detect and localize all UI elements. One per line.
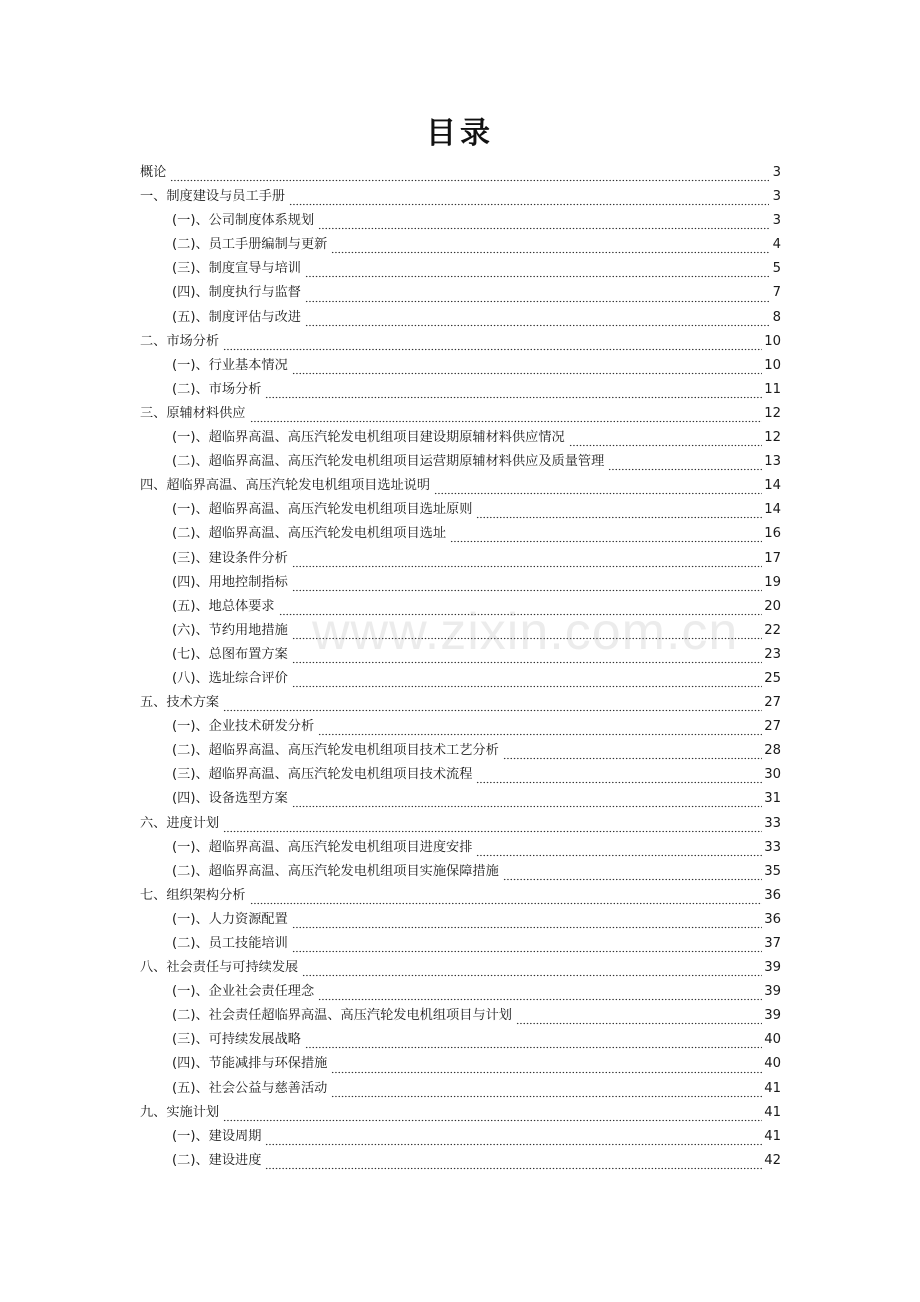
- toc-dot-leader: [223, 823, 762, 833]
- toc-page-number: 39: [764, 960, 781, 976]
- toc-subentry[interactable]: [140, 860, 781, 884]
- toc-page-number: 10: [764, 357, 781, 373]
- toc-page-number: 16: [764, 526, 781, 542]
- toc-dot-leader: [302, 967, 762, 977]
- toc-subentry[interactable]: [140, 715, 781, 739]
- toc-subentry[interactable]: [140, 667, 781, 691]
- toc-entry-text: (七)、总图布置方案: [172, 646, 288, 662]
- toc-subentry[interactable]: [140, 257, 781, 281]
- toc-dot-leader: [292, 582, 762, 592]
- toc-entry-text: (二)、建设进度: [172, 1152, 262, 1168]
- toc-dot-leader: [608, 461, 762, 471]
- toc-page-number: 33: [764, 839, 781, 855]
- toc-page-number: 30: [764, 767, 781, 783]
- toc-dot-leader: [318, 726, 762, 736]
- toc-subentry[interactable]: [140, 763, 781, 787]
- toc-page-number: 10: [764, 333, 781, 349]
- toc-subentry[interactable]: [140, 450, 781, 474]
- toc-entry-text: 三、原辅材料供应: [140, 405, 246, 421]
- toc-page-number: 33: [764, 815, 781, 831]
- toc-subentry[interactable]: [140, 1077, 781, 1101]
- toc-dot-leader: [292, 558, 762, 568]
- toc-dot-leader: [450, 533, 762, 543]
- toc-dot-leader: [305, 317, 769, 327]
- toc-page-number: 5: [772, 261, 781, 277]
- toc-entry[interactable]: [140, 884, 781, 908]
- toc-entry-text: (三)、超临界高温、高压汽轮发电机组项目技术流程: [172, 767, 473, 783]
- toc-entry[interactable]: [140, 1101, 781, 1125]
- toc-dot-leader: [289, 196, 769, 206]
- toc-page-number: 31: [764, 791, 781, 807]
- toc-dot-leader: [434, 485, 762, 495]
- toc-page-number: 37: [764, 936, 781, 951]
- toc-entry-text: (四)、节能减排与环保措施: [172, 1056, 328, 1072]
- toc-dot-leader: [331, 1064, 762, 1074]
- toc-subentry[interactable]: [140, 571, 781, 595]
- toc-page-number: 35: [764, 863, 781, 879]
- toc-entry-text: 八、社会责任与可持续发展: [140, 960, 299, 976]
- toc-dot-leader: [503, 871, 762, 881]
- toc-dot-leader: [292, 630, 762, 640]
- toc-entry-text: 二、市场分析: [140, 333, 220, 349]
- toc-dot-leader: [318, 991, 762, 1001]
- toc-page-number: 3: [772, 189, 781, 205]
- toc-entry-text: 九、实施计划: [140, 1104, 220, 1120]
- toc-dot-leader: [170, 172, 769, 182]
- toc-page-number: 40: [764, 1056, 781, 1072]
- toc-dot-leader: [305, 293, 769, 303]
- toc-subentry[interactable]: [140, 1149, 781, 1173]
- toc-page-number: 36: [764, 911, 781, 927]
- toc-entry-text: (二)、超临界高温、高压汽轮发电机组项目选址: [172, 526, 447, 542]
- toc-page-number: 20: [764, 598, 781, 614]
- toc-entry-text: (一)、超临界高温、高压汽轮发电机组项目进度安排: [172, 839, 473, 855]
- toc-subentry[interactable]: [140, 908, 781, 932]
- toc-entry[interactable]: [140, 185, 781, 209]
- toc-page-number: 14: [764, 502, 781, 518]
- toc-entry-text: (八)、选址综合评价: [172, 670, 288, 686]
- toc-subentry[interactable]: [140, 595, 781, 619]
- toc-page-number: 39: [764, 1008, 781, 1024]
- toc-entry-text: (五)、地总体要求: [172, 598, 275, 614]
- toc-dot-leader: [305, 268, 769, 278]
- toc-entry-text: (三)、制度宣导与培训: [172, 261, 301, 277]
- toc-dot-leader: [265, 1136, 762, 1146]
- toc-dot-leader: [250, 413, 763, 423]
- toc-dot-leader: [292, 798, 762, 808]
- toc-page-number: 41: [764, 1104, 781, 1120]
- toc-entry-text: (一)、超临界高温、高压汽轮发电机组项目选址原则: [172, 502, 473, 518]
- toc-entry-text: (六)、节约用地措施: [172, 622, 288, 638]
- toc-dot-leader: [292, 365, 762, 375]
- toc-dot-leader: [265, 389, 762, 399]
- toc-dot-leader: [331, 244, 769, 254]
- toc-subentry[interactable]: [140, 547, 781, 571]
- toc-dot-leader: [331, 1088, 762, 1098]
- toc-entry-text: (五)、社会公益与慈善活动: [172, 1080, 328, 1096]
- toc-entry-text: (三)、可持续发展战略: [172, 1032, 301, 1048]
- toc-subentry[interactable]: [140, 354, 781, 378]
- toc-page-number: 8: [772, 309, 781, 325]
- toc-entry-text: 五、技术方案: [140, 695, 220, 711]
- toc-page-number: 19: [764, 574, 781, 590]
- toc-subentry[interactable]: [140, 643, 781, 667]
- toc-dot-leader: [292, 943, 762, 953]
- toc-page-number: 3: [772, 165, 781, 180]
- toc-entry[interactable]: [140, 161, 781, 185]
- toc-entry-text: (五)、制度评估与改进: [172, 309, 301, 325]
- toc-dot-leader: [292, 919, 762, 929]
- toc-page-number: 12: [764, 405, 781, 421]
- toc-entry[interactable]: [140, 812, 781, 836]
- toc-page-number: 17: [764, 550, 781, 566]
- toc-entry-text: 一、制度建设与员工手册: [140, 189, 286, 205]
- toc-dot-leader: [223, 1112, 762, 1122]
- toc-subentry[interactable]: [140, 1004, 781, 1028]
- toc-page-number: 13: [764, 454, 781, 470]
- toc-entry-text: (一)、行业基本情况: [172, 357, 288, 373]
- toc-dot-leader: [223, 341, 762, 351]
- toc-page-number: 14: [764, 478, 781, 494]
- toc-entry-text: (三)、建设条件分析: [172, 550, 288, 566]
- toc-dot-leader: [476, 509, 762, 519]
- toc-entry-text: (二)、社会责任超临界高温、高压汽轮发电机组项目与计划: [172, 1008, 512, 1024]
- toc-entry-text: (二)、员工技能培训: [172, 936, 288, 951]
- toc-subentry[interactable]: [140, 980, 781, 1004]
- toc-entry[interactable]: [140, 402, 781, 426]
- toc-entry-text: (四)、制度执行与监督: [172, 285, 301, 301]
- toc-subentry[interactable]: [140, 378, 781, 402]
- toc-dot-leader: [279, 606, 763, 616]
- toc-entry[interactable]: [140, 474, 781, 498]
- toc-entry-text: (四)、用地控制指标: [172, 574, 288, 590]
- toc-entry-text: (一)、建设周期: [172, 1128, 262, 1144]
- toc-page-number: 3: [772, 213, 781, 229]
- toc-subentry[interactable]: [140, 281, 781, 305]
- toc-entry-text: (一)、企业技术研发分析: [172, 719, 315, 735]
- toc-subentry[interactable]: [140, 619, 781, 643]
- toc-list: [140, 161, 781, 1173]
- toc-subentry[interactable]: [140, 932, 781, 956]
- toc-subentry[interactable]: [140, 739, 781, 763]
- toc-page-number: 41: [764, 1128, 781, 1144]
- toc-subentry[interactable]: [140, 233, 781, 257]
- toc-dot-leader: [503, 750, 762, 760]
- toc-dot-leader: [476, 774, 762, 784]
- toc-entry-text: (二)、超临界高温、高压汽轮发电机组项目运营期原辅材料供应及质量管理: [172, 454, 605, 470]
- toc-page-number: 41: [764, 1080, 781, 1096]
- toc-dot-leader: [516, 1015, 762, 1025]
- toc-subentry[interactable]: [140, 209, 781, 233]
- toc-page-number: 28: [764, 743, 781, 759]
- toc-subentry[interactable]: [140, 1125, 781, 1149]
- toc-page-number: 7: [772, 285, 781, 301]
- toc-entry[interactable]: [140, 330, 781, 354]
- toc-page-number: 23: [764, 646, 781, 662]
- toc-page-number: 39: [764, 984, 781, 1000]
- toc-dot-leader: [476, 847, 762, 857]
- toc-subentry[interactable]: [140, 836, 781, 860]
- toc-entry-text: (一)、公司制度体系规划: [172, 213, 315, 229]
- toc-entry-text: 概论: [140, 165, 167, 180]
- toc-page-number: 40: [764, 1032, 781, 1048]
- toc-entry[interactable]: [140, 956, 781, 980]
- toc-entry[interactable]: [140, 691, 781, 715]
- toc-subentry[interactable]: [140, 787, 781, 811]
- toc-entry-text: (二)、超临界高温、高压汽轮发电机组项目技术工艺分析: [172, 743, 499, 759]
- toc-page-number: 25: [764, 670, 781, 686]
- toc-subentry[interactable]: [140, 426, 781, 450]
- toc-entry-text: (一)、超临界高温、高压汽轮发电机组项目建设期原辅材料供应情况: [172, 430, 565, 446]
- toc-subentry[interactable]: [140, 522, 781, 546]
- toc-subentry[interactable]: [140, 1052, 781, 1076]
- toc-page-number: 11: [764, 381, 781, 397]
- toc-page-number: 42: [764, 1152, 781, 1168]
- toc-dot-leader: [250, 895, 763, 905]
- toc-entry-text: (一)、人力资源配置: [172, 911, 288, 927]
- toc-dot-leader: [292, 678, 762, 688]
- toc-page-number: 27: [764, 719, 781, 735]
- toc-dot-leader: [292, 654, 762, 664]
- toc-subentry[interactable]: [140, 306, 781, 330]
- toc-page-number: 36: [764, 887, 781, 903]
- toc-page-number: 4: [772, 237, 781, 253]
- toc-subentry[interactable]: [140, 498, 781, 522]
- toc-page-number: 22: [764, 622, 781, 638]
- toc-entry-text: (二)、超临界高温、高压汽轮发电机组项目实施保障措施: [172, 863, 499, 879]
- toc-subentry[interactable]: [140, 1028, 781, 1052]
- toc-dot-leader: [265, 1160, 762, 1170]
- toc-entry-text: (一)、企业社会责任理念: [172, 984, 315, 1000]
- toc-dot-leader: [318, 220, 769, 230]
- toc-dot-leader: [223, 702, 762, 712]
- toc-entry-text: (二)、市场分析: [172, 381, 262, 397]
- toc-dot-leader: [569, 437, 762, 447]
- toc-entry-text: (二)、员工手册编制与更新: [172, 237, 328, 253]
- toc-dot-leader: [305, 1039, 762, 1049]
- toc-entry-text: 六、进度计划: [140, 815, 220, 831]
- toc-entry-text: 七、组织架构分析: [140, 887, 246, 903]
- toc-page-number: 27: [764, 695, 781, 711]
- toc-entry-text: 四、超临界高温、高压汽轮发电机组项目选址说明: [140, 478, 431, 494]
- toc-page-number: 12: [764, 430, 781, 446]
- toc-title: 目录: [426, 116, 494, 151]
- toc-entry-text: (四)、设备选型方案: [172, 791, 288, 807]
